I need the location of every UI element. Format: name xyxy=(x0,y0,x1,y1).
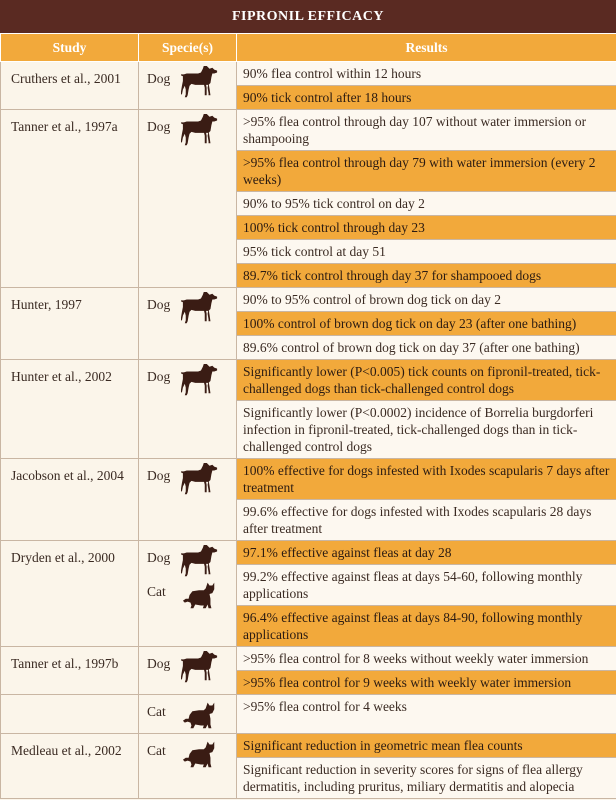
dog-icon xyxy=(181,463,219,495)
species-cell xyxy=(139,360,237,459)
dog-icon xyxy=(181,66,219,98)
species-cell xyxy=(139,647,237,695)
result-cell: >95% flea control for 8 weeks without weekly water immersion xyxy=(237,647,616,671)
table-row xyxy=(1,110,616,151)
species-label: Cat xyxy=(147,743,166,758)
result-cell: 90% flea control within 12 hours xyxy=(237,62,616,86)
result-cell: 99.2% effective against fleas at days 54-60, following monthly applications xyxy=(237,565,616,606)
dog-icon xyxy=(181,651,219,683)
result-cell: 89.6% control of brown dog tick on day 37 (after one bathing) xyxy=(237,336,616,360)
result-cell: 89.7% tick control through day 37 for shampooed dogs xyxy=(237,264,616,288)
dog-icon xyxy=(181,114,219,146)
cat-icon xyxy=(181,738,219,770)
table-row xyxy=(1,288,616,312)
species-entry xyxy=(147,545,232,579)
species-cell xyxy=(139,695,237,734)
table-row xyxy=(1,360,616,401)
species-label: Dog xyxy=(147,656,171,671)
header-row xyxy=(1,34,616,62)
species-cell xyxy=(139,734,237,799)
species-cell xyxy=(139,459,237,541)
result-cell: 90% to 95% tick control on day 2 xyxy=(237,192,616,216)
result-cell: 96.4% effective against fleas at days 84-90, following monthly applications xyxy=(237,606,616,647)
study-cell: Cruthers et al., 2001 xyxy=(1,62,139,110)
dog-icon xyxy=(181,364,219,396)
species-cell xyxy=(139,110,237,288)
result-cell: >95% flea control through day 107 without water immersion or shampooing xyxy=(237,110,616,151)
species-entry xyxy=(147,651,232,685)
species-label: Dog xyxy=(147,550,171,565)
study-cell: Hunter et al., 2002 xyxy=(1,360,139,459)
species-label: Cat xyxy=(147,584,166,599)
species-label: Dog xyxy=(147,71,171,86)
efficacy-table xyxy=(0,33,616,799)
species-cell xyxy=(139,288,237,360)
result-cell: Significantly lower (P<0.0002) incidence of Borrelia burgdorferi infection in fipronil-treated, tick-challenged dogs than in tick-challenged control dogs xyxy=(237,401,616,459)
result-cell: 100% tick control through day 23 xyxy=(237,216,616,240)
study-cell: Jacobson et al., 2004 xyxy=(1,459,139,541)
table-row xyxy=(1,734,616,758)
result-cell: Significantly lower (P<0.005) tick counts on fipronil-treated, tick-challenged dogs than tick-challenged control dogs xyxy=(237,360,616,401)
study-cell xyxy=(1,695,139,734)
study-cell: Medleau et al., 2002 xyxy=(1,734,139,799)
result-cell: 99.6% effective for dogs infested with Ixodes scapularis 28 days after treatment xyxy=(237,500,616,541)
header-results: Results xyxy=(237,34,616,62)
header-species: Specie(s) xyxy=(139,34,237,62)
dog-icon xyxy=(181,292,219,324)
species-entry xyxy=(147,699,232,733)
result-cell: 100% effective for dogs infested with Ixodes scapularis 7 days after treatment xyxy=(237,459,616,500)
species-label: Dog xyxy=(147,119,171,134)
species-cell xyxy=(139,541,237,647)
species-label: Dog xyxy=(147,369,171,384)
result-cell: >95% flea control for 4 weeks xyxy=(237,695,616,734)
result-cell: >95% flea control through day 79 with water immersion (every 2 weeks) xyxy=(237,151,616,192)
species-label: Dog xyxy=(147,468,171,483)
study-cell: Tanner et al., 1997b xyxy=(1,647,139,695)
dog-icon xyxy=(181,545,219,577)
header-study: Study xyxy=(1,34,139,62)
result-cell: 97.1% effective against fleas at day 28 xyxy=(237,541,616,565)
study-cell: Tanner et al., 1997a xyxy=(1,110,139,288)
result-cell: 90% tick control after 18 hours xyxy=(237,86,616,110)
table-row xyxy=(1,62,616,86)
species-entry xyxy=(147,738,232,772)
species-entry xyxy=(147,66,232,100)
result-cell: >95% flea control for 9 weeks with weekly water immersion xyxy=(237,671,616,695)
species-entry xyxy=(147,292,232,326)
table-title: FIPRONIL EFFICACY xyxy=(0,0,616,33)
species-cell xyxy=(139,62,237,110)
result-cell: Significant reduction in severity scores for signs of flea allergy dermatitis, including pruritus, miliary dermatitis and alopecia xyxy=(237,758,616,799)
species-label: Dog xyxy=(147,297,171,312)
species-entry xyxy=(147,579,232,613)
study-cell: Hunter, 1997 xyxy=(1,288,139,360)
study-cell: Dryden et al., 2000 xyxy=(1,541,139,647)
cat-icon xyxy=(181,699,219,731)
table-row xyxy=(1,695,616,734)
cat-icon xyxy=(181,579,219,611)
result-cell: 95% tick control at day 51 xyxy=(237,240,616,264)
table-row xyxy=(1,459,616,500)
species-entry xyxy=(147,463,232,497)
result-cell: 100% control of brown dog tick on day 23 (after one bathing) xyxy=(237,312,616,336)
result-cell: Significant reduction in geometric mean flea counts xyxy=(237,734,616,758)
species-entry xyxy=(147,364,232,398)
species-label: Cat xyxy=(147,704,166,719)
result-cell: 90% to 95% control of brown dog tick on day 2 xyxy=(237,288,616,312)
species-entry xyxy=(147,114,232,148)
table-row xyxy=(1,541,616,565)
table-row xyxy=(1,647,616,671)
